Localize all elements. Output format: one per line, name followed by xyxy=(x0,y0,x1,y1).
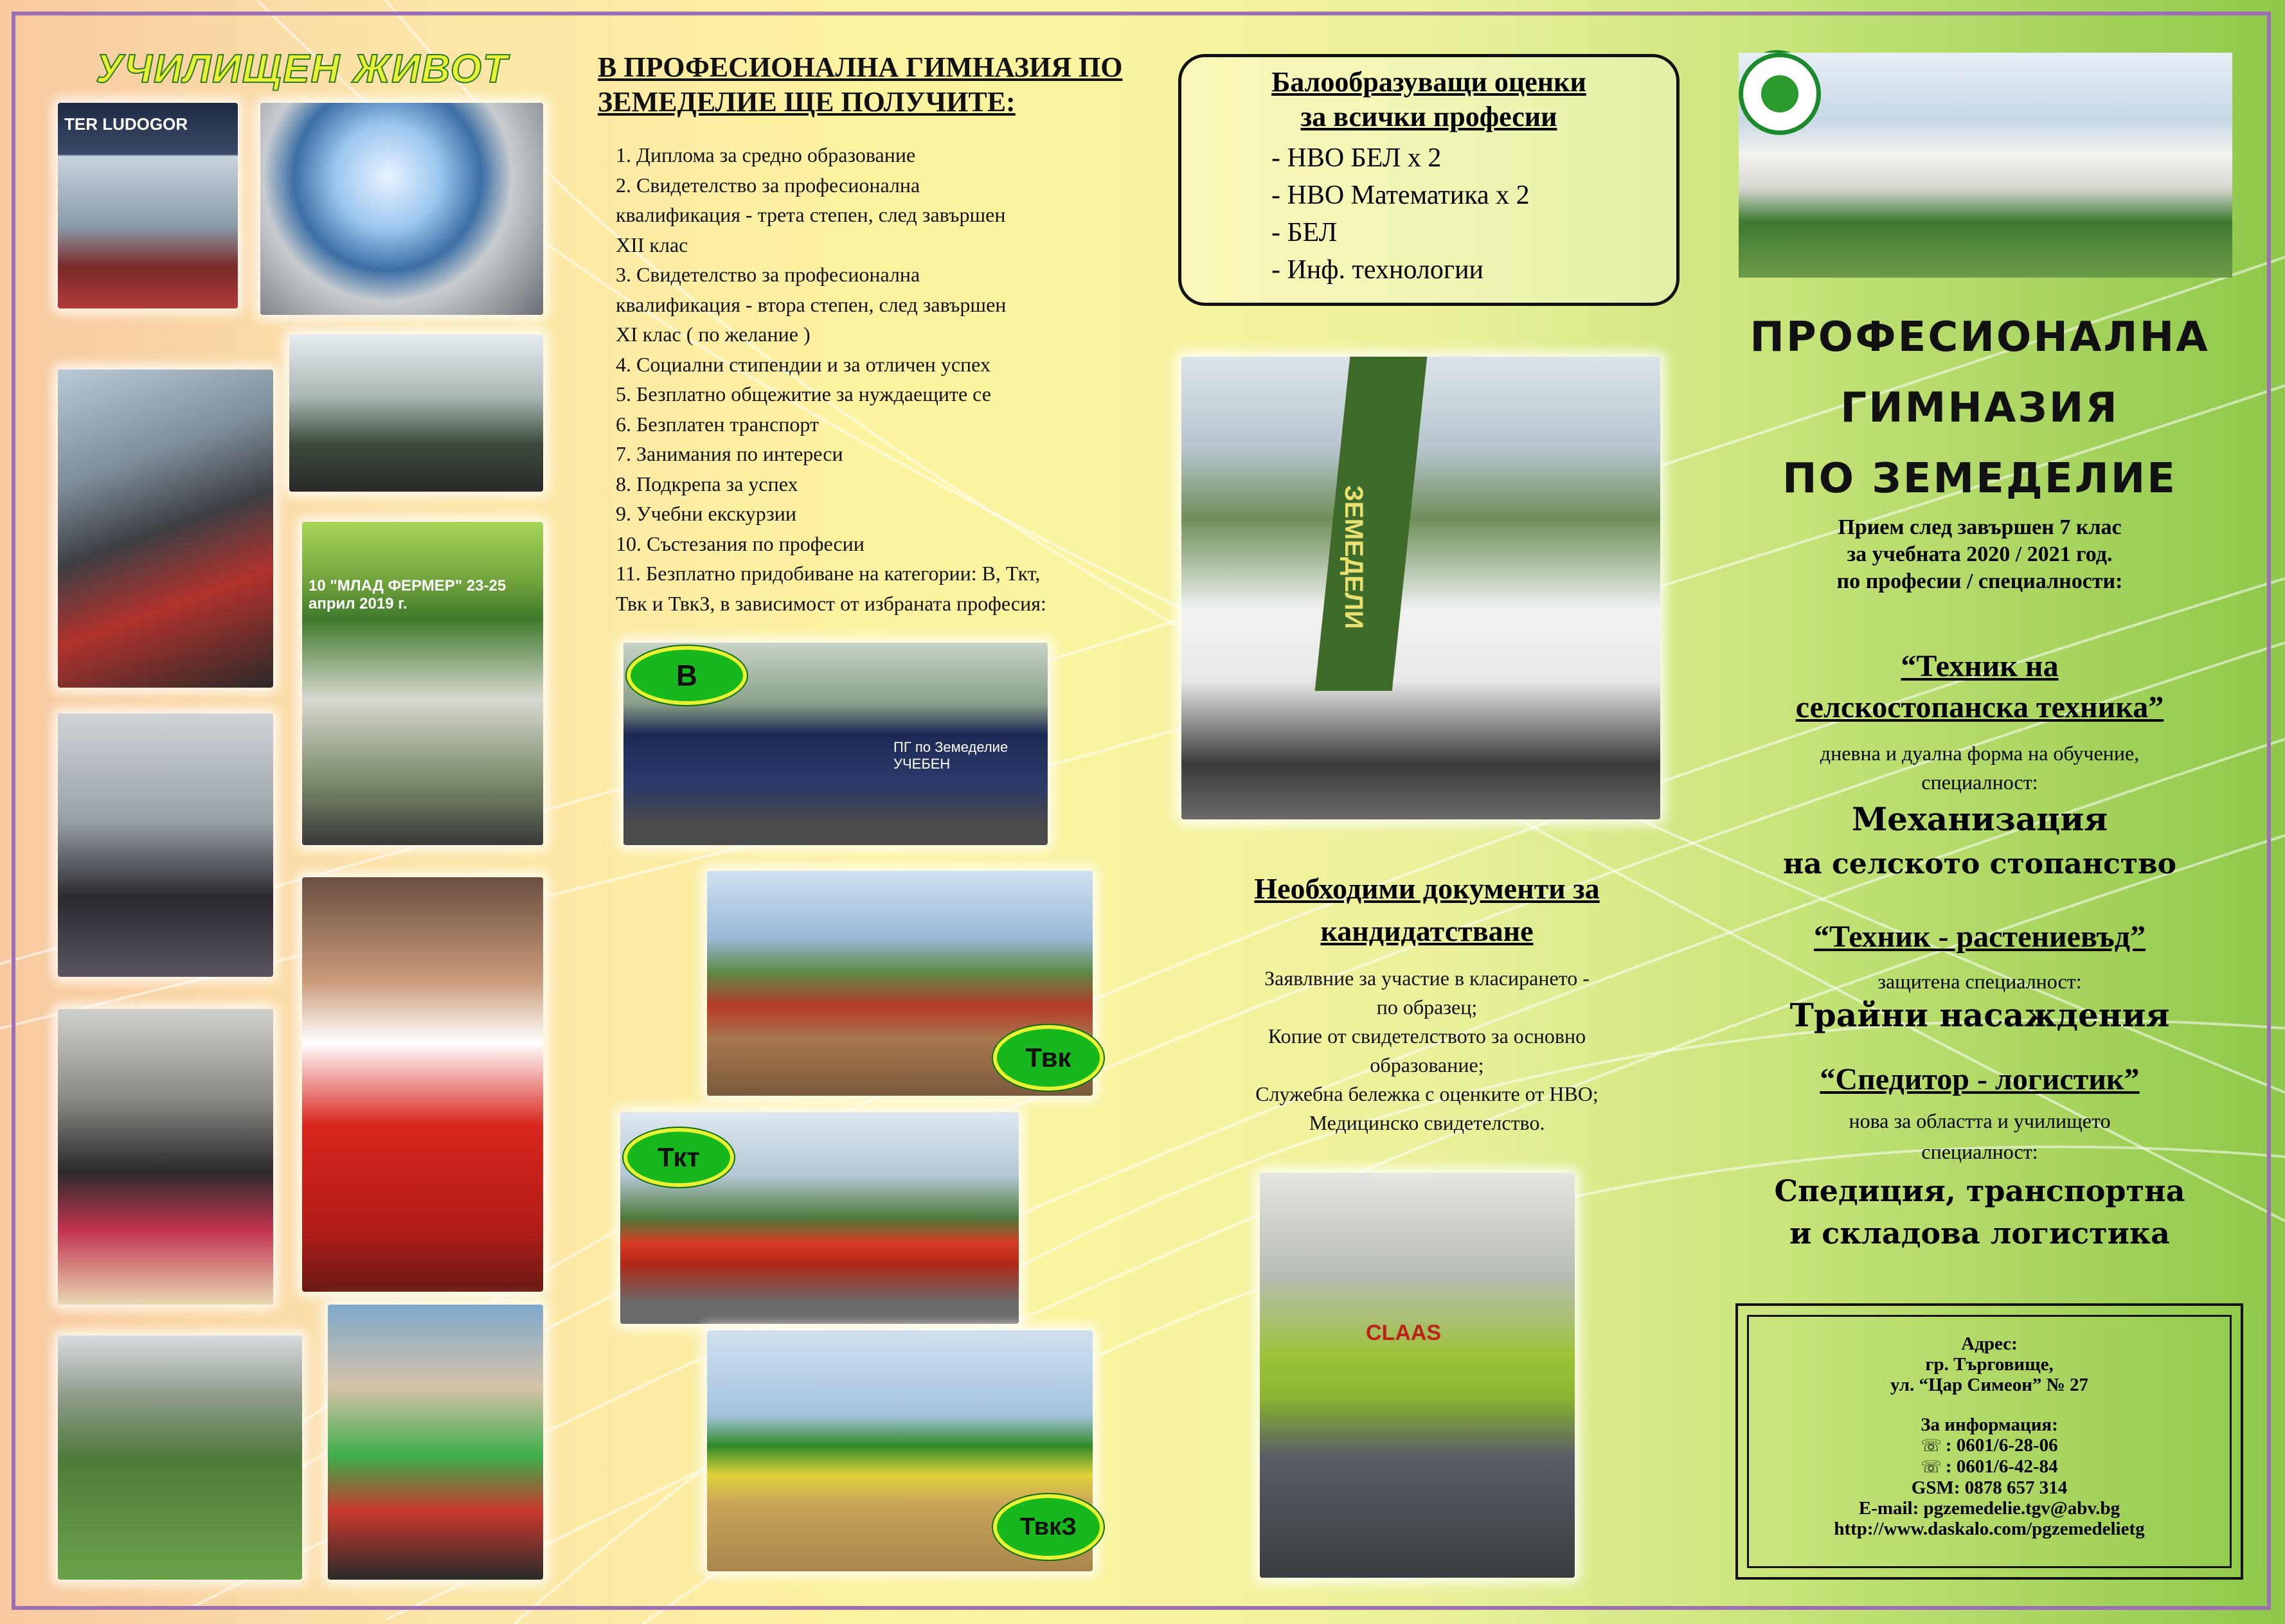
category-tvkz-badge xyxy=(993,1494,1104,1560)
car-text: ПГ по Земеделие УЧЕБЕН xyxy=(893,739,1008,772)
admission-line: за учебната 2020 / 2021 год. xyxy=(1847,542,2113,566)
school-logo-badge xyxy=(1739,53,1821,135)
profession-1-line1: “Техник на xyxy=(1901,649,2059,683)
admission-line: по професии / специалности: xyxy=(1836,569,2123,593)
admission-line: Прием след завършен 7 клас xyxy=(1838,515,2122,539)
grades-list xyxy=(1271,139,1676,289)
phone-number: : 0601/6-42-84 xyxy=(1945,1456,2058,1477)
photo-tractor-visit xyxy=(58,370,273,688)
list-item: - Инф. технологии xyxy=(1271,251,1676,289)
photo-students-with-flag xyxy=(1181,357,1660,819)
benefits-title: В ПРОФЕСИОНАЛНА ГИМНАЗИЯ ПО ЗЕМЕДЕЛИЕ ЩЕ ПОЛУЧИТЕ: xyxy=(598,51,1123,118)
address-line: гр. Търговище, xyxy=(1925,1354,2054,1375)
phone-number: : 0601/6-28-06 xyxy=(1945,1435,2058,1456)
documents-title: Необходими документи за кандидатстване xyxy=(1254,872,1600,947)
grades-title xyxy=(1181,65,1676,134)
address-label: Адрес: xyxy=(1961,1334,2018,1354)
school-title xyxy=(1710,302,2250,514)
photo-school-building xyxy=(1739,53,2232,278)
title-line: ПРОФЕСИОНАЛНА xyxy=(1750,314,2210,361)
list-item: - НВО Математика x 2 xyxy=(1271,177,1676,214)
profession-1-form: дневна и дуална форма на обучение, xyxy=(1820,742,2140,765)
admission-info xyxy=(1710,514,2250,595)
specialty-line: Механизация xyxy=(1851,800,2108,838)
specialty-line: и складова логистика xyxy=(1789,1216,2170,1251)
phone-icon: ☏ xyxy=(1921,1436,1942,1456)
profession-3-label: “Спедитор - логистик” xyxy=(1820,1062,2140,1096)
profession-2-specialty: Трайни насаждения xyxy=(1789,996,2170,1034)
photo-caption: TER LUDOGOR xyxy=(64,114,188,134)
grades-box xyxy=(1178,54,1680,306)
list-item: 9. Учебни екскурзии xyxy=(616,502,797,525)
photo-folk-dance xyxy=(58,713,273,977)
list-item: Заявлвние за участие в класирането - xyxy=(1264,967,1590,990)
list-item: XI клас ( по желание ) xyxy=(616,323,811,346)
photo-caption: 10 "МЛАД ФЕРМЕР" 23-25 април 2019 г. xyxy=(309,577,506,612)
photo-ludogorie-students xyxy=(58,103,238,308)
list-item: Твк и ТвкЗ, в зависимост от избраната професия: xyxy=(616,591,1046,615)
grades-title-line1: Балообразуващи оценки xyxy=(1271,66,1586,98)
profession-1 xyxy=(1697,646,2263,728)
title-line: ПО ЗЕМЕДЕЛИЕ xyxy=(1782,455,2177,503)
profession-2-label: “Техник - растениевъд” xyxy=(1814,920,2146,954)
list-item: 7. Занимания по интереси xyxy=(616,442,843,465)
list-item: 10. Състезания по професии xyxy=(616,531,865,555)
website-link[interactable]: http://www.daskalo.com/pgzemedelietg xyxy=(1834,1519,2145,1539)
photo-food-exhibition xyxy=(58,1009,273,1305)
photo-claas-students xyxy=(1260,1173,1575,1578)
claas-logo-text: CLAAS xyxy=(1366,1321,1442,1345)
photo-school-yard xyxy=(58,1335,302,1580)
profession-3-note: нова за областта и училището xyxy=(1849,1109,2111,1132)
list-item: 1. Диплома за средно образование xyxy=(616,143,916,166)
list-item: - НВО БЕЛ x 2 xyxy=(1271,139,1676,177)
profession-3-spec-label: специалност: xyxy=(1921,1140,2038,1163)
list-item: XII клас xyxy=(616,233,688,256)
category-tkt-badge xyxy=(623,1128,734,1187)
list-item: 2. Свидетелство за професионална xyxy=(616,173,920,197)
list-item: 6. Безплатен транспорт xyxy=(616,412,819,436)
address-line: ул. “Цар Симеон” № 27 xyxy=(1890,1375,2089,1395)
contact-inner xyxy=(1747,1315,2232,1568)
profession-1-specialty xyxy=(1710,797,2250,887)
badge-label: B xyxy=(676,659,698,692)
list-item: 3. Свидетелство за професионална xyxy=(616,263,920,286)
list-item: Служебна бележка с оценките от НВО; xyxy=(1255,1082,1599,1105)
flag-text: ЗЕМЕДЕЛИ xyxy=(1340,485,1368,629)
benefits-list xyxy=(616,140,1130,618)
photo-traditional-costumes xyxy=(302,877,543,1292)
profession-3-specialty xyxy=(1710,1170,2250,1254)
badge-label: Твк xyxy=(1025,1042,1071,1073)
list-item: Медицинско свидетелство. xyxy=(1309,1111,1545,1134)
title-line: ГИМНАЗИЯ xyxy=(1840,384,2119,432)
gsm-number: GSM: 0878 657 314 xyxy=(1911,1477,2068,1498)
profession-1-line2: селскостопанска техника” xyxy=(1795,690,2164,724)
category-b-badge xyxy=(627,646,747,705)
profession-1-spec-label: специалност: xyxy=(1921,771,2038,794)
specialty-line: Спедиция, транспортна xyxy=(1774,1173,2185,1208)
profession-2-note: защитена специалност: xyxy=(1877,970,2082,993)
photo-orchard-pruning xyxy=(289,334,543,492)
list-item: по образец; xyxy=(1376,995,1478,1019)
list-item: 8. Подкрепа за успех xyxy=(616,472,798,495)
specialty-line: на селското стопанство xyxy=(1783,848,2176,880)
school-life-title: УЧИЛИЩЕН ЖИВОТ xyxy=(96,47,508,91)
email-link[interactable]: E-mail: pgzemedelie.tgv@abv.bg xyxy=(1858,1498,2120,1519)
photo-young-farmer-contest xyxy=(302,522,543,845)
grades-title-line2: за всички професии xyxy=(1300,101,1557,132)
contact-box xyxy=(1735,1303,2243,1580)
list-item: 4. Социални стипендии и за отличен успех xyxy=(616,352,990,376)
badge-label: Ткт xyxy=(658,1142,700,1172)
category-tvk-badge xyxy=(993,1025,1104,1091)
photo-students-fun xyxy=(328,1305,543,1580)
list-item: 5. Безплатно общежитие за нуждаещите се xyxy=(616,382,991,406)
profession-3 xyxy=(1697,1059,2263,1100)
list-item: квалификация - трета степен, след завършен xyxy=(616,203,1006,226)
list-item: 11. Безплатно придобиване на категории: В, Ткт, xyxy=(616,562,1041,585)
list-item: квалификация - втора степен, след завършен xyxy=(616,292,1007,316)
info-label: За информация: xyxy=(1921,1414,2058,1435)
flag xyxy=(1315,357,1428,691)
list-item: образование; xyxy=(1370,1053,1484,1076)
list-item: - БЕЛ xyxy=(1271,214,1676,251)
phone-line xyxy=(1749,1435,2230,1456)
badge-label: ТвкЗ xyxy=(1020,1513,1077,1540)
list-item: Копие от свидетелството за основно xyxy=(1268,1024,1586,1048)
documents-list xyxy=(1176,964,1678,1138)
photo-science-room xyxy=(260,103,543,315)
phone-icon: ☏ xyxy=(1921,1458,1942,1477)
profession-2 xyxy=(1697,916,2263,958)
tractor-icon xyxy=(1761,75,1798,112)
phone-line xyxy=(1749,1456,2230,1477)
